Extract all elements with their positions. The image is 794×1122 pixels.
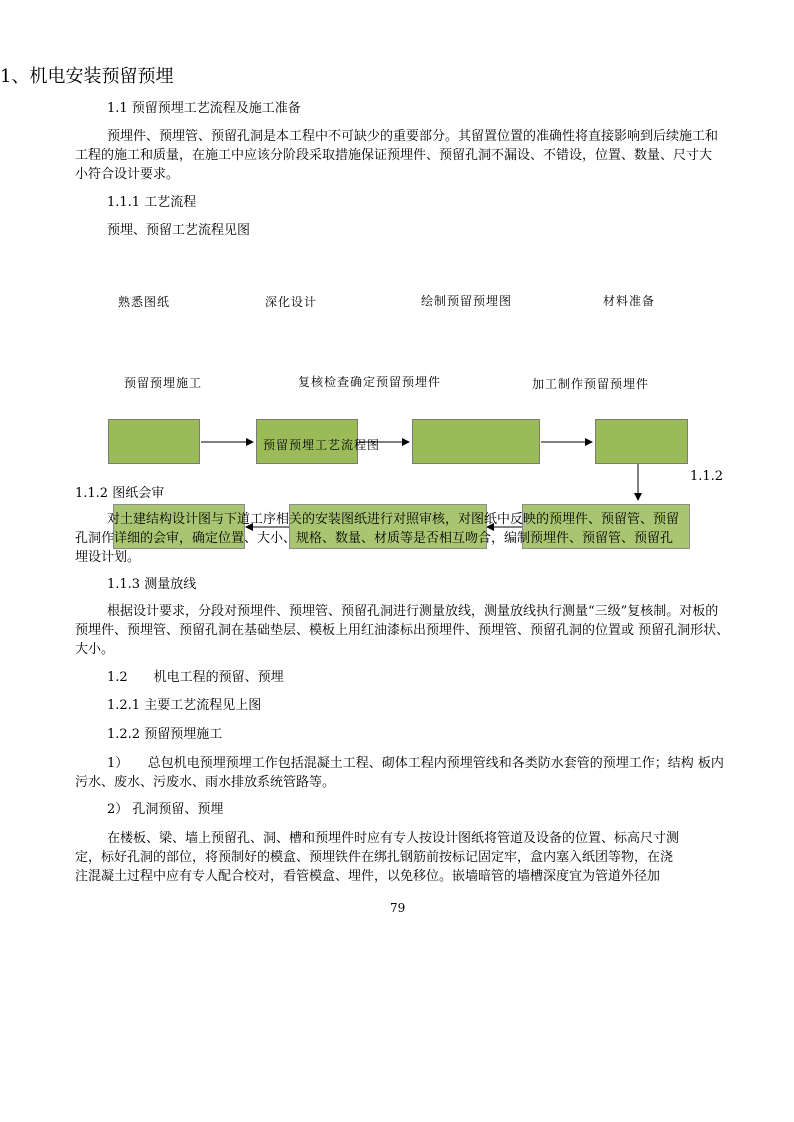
section-heading: 1、机电安装预留预埋 bbox=[0, 66, 174, 87]
item-2-title: 2） 孔洞预留、预埋 bbox=[107, 802, 224, 817]
flow-label-step6: 复核检查确定预留预埋件 bbox=[298, 375, 442, 389]
item-2-paragraph bbox=[75, 829, 679, 886]
review-line-2: 孔洞作详细的会审，确定位置、大小、规格、数量、材质等是否相互吻合，编制预埋件、预留管、预留孔 bbox=[75, 531, 674, 546]
subsection-1-1-1: 1.1.1 工艺流程 bbox=[107, 195, 197, 210]
item-1-paragraph bbox=[75, 754, 724, 792]
survey-line-1: 根据设计要求，分段对预埋件、预埋管、预留孔洞进行测量放线，测量放线执行测量“三级”复核制。对板的 bbox=[107, 604, 719, 619]
review-line-1: 对土建结构设计图与下道工序相关的安装图纸进行对照审核，对图纸中反映的预埋件、预留管、预留 bbox=[107, 512, 680, 527]
intro-line-1: 预埋件、预埋管、预留孔洞是本工程中不可缺少的重要部分。其留置位置的准确性将直接影响到后续施工和 bbox=[107, 129, 719, 144]
flow-label-step1: 熟悉图纸 bbox=[118, 295, 171, 309]
item-1-line-1: 1） 总包机电预埋预埋工作包括混凝土工程、砌体工程内预埋管线和各类防水套管的预埋工作；结构 板内 bbox=[107, 756, 724, 771]
intro-line-3: 小符合设计要求。 bbox=[75, 167, 180, 182]
flow-label-step2: 深化设计 bbox=[265, 295, 318, 309]
survey-line-2: 预埋件、预埋管、预留孔洞在基础垫层、模板上用红油漆标出预埋件、预埋管、预留孔洞的位置或 预留孔洞形状、 bbox=[75, 623, 730, 638]
survey-line-3: 大小。 bbox=[75, 642, 115, 657]
review-line-3: 埋设计划。 bbox=[75, 550, 141, 565]
item-1-line-2: 污水、废水、污废水、雨水排放系统管路等。 bbox=[75, 775, 336, 790]
subsection-1-1-3: 1.1.3 测量放线 bbox=[107, 577, 197, 592]
subsection-1-2-1: 1.2.1 主要工艺流程见上图 bbox=[107, 698, 262, 713]
subsection-1-2-2: 1.2.2 预留预埋施工 bbox=[107, 727, 223, 742]
item-2-line-1: 在楼板、梁、墙上预留孔、洞、槽和预埋件时应有专人按设计图纸将管道及设备的位置、标高尺寸测 bbox=[107, 831, 680, 846]
subsection-1-1-2: 1.1.2 图纸会审 bbox=[75, 486, 165, 501]
review-paragraph bbox=[75, 510, 679, 567]
flow-label-step4: 材料准备 bbox=[603, 294, 656, 308]
flow-arrows bbox=[0, 0, 794, 560]
flow-label-step5: 预留预埋施工 bbox=[124, 376, 203, 390]
survey-paragraph bbox=[75, 602, 729, 659]
flow-intro: 预埋、预留工艺流程见图 bbox=[107, 223, 251, 238]
intro-line-2: 工程的施工和质量，在施工中应该分阶段采取措施保证预埋件、预留孔洞不漏设、不错设，位置、数量、尺寸大 bbox=[75, 148, 713, 163]
item-2-line-3: 注混凝土过程中应有专人配合校对，看管模盒、埋件，以免移位。嵌墙暗管的墙槽深度宜为管道外径加 bbox=[75, 869, 661, 884]
subsection-1-1: 1.1 预留预埋工艺流程及施工准备 bbox=[107, 101, 301, 116]
flow-side-label: 1.1.2 bbox=[690, 469, 724, 484]
flow-label-step3: 绘制预留预埋图 bbox=[421, 294, 513, 308]
page-number: 79 bbox=[390, 901, 406, 915]
flow-label-step7: 加工制作预留预埋件 bbox=[532, 377, 650, 391]
subsection-1-2: 1.2 机电工程的预留、预埋 bbox=[107, 670, 284, 685]
item-2-line-2: 定，标好孔洞的部位，将预制好的模盒、预埋铁件在绑扎钢筋前按标记固定牢，盒内塞入纸团等物，在浇 bbox=[75, 850, 674, 865]
flowchart-caption: 预留预埋工艺流程图 bbox=[263, 438, 381, 452]
